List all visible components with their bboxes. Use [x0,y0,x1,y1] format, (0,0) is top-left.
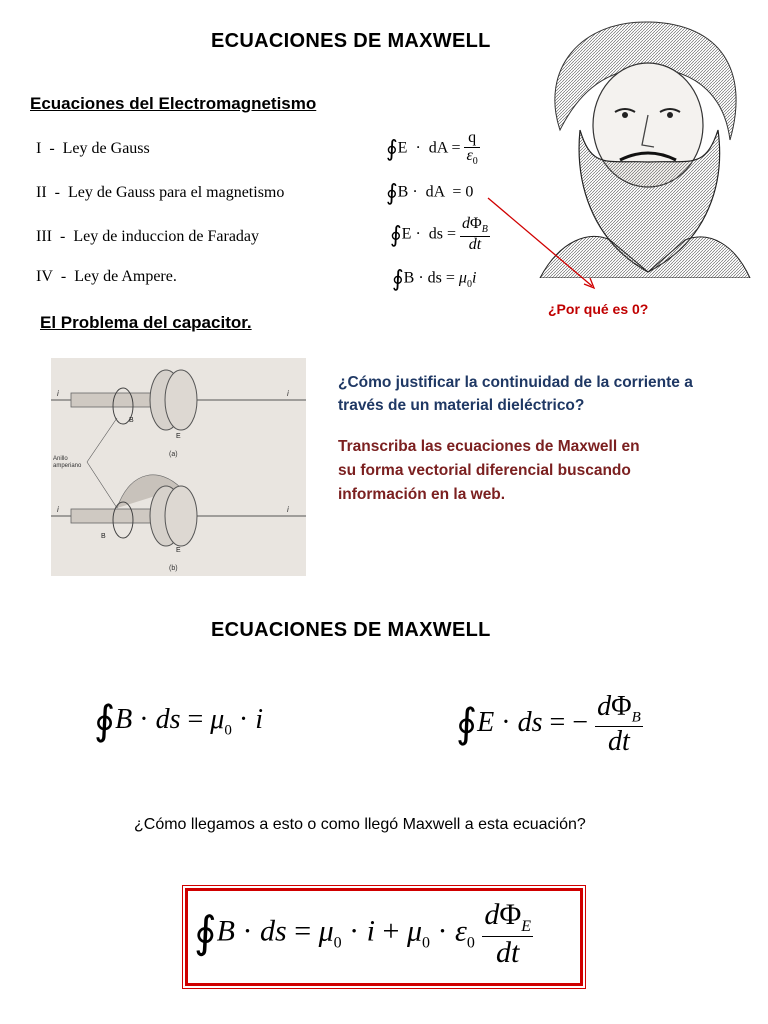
figure-current-label: i [287,505,289,514]
figure-label-b: (b) [169,565,178,572]
equation-ampere-maxwell: ∮B · ds = $\mu_0 \cdot i + \mu_0 \cdot \varepsilon_0$ $\frac{d\Phi_E}{dt}$ [194,898,532,969]
figure-e-label: E [176,433,181,440]
law-number: II [36,184,47,201]
figure-amperiano-label: amperiano [53,463,82,469]
law-name: Ley de induccion de Faraday [73,228,260,245]
figure-e-label: E [176,547,181,554]
figure-current-label: i [287,389,289,398]
figure-current-label: i [57,505,59,514]
figure-b-label: B [101,533,106,540]
law-2: II - Ley de Gauss para el magnetismo [36,184,285,201]
law-1: I - Ley de Gauss [36,140,150,157]
equation-gauss-magnetism: ∮B · dA = 0 [386,180,474,205]
law-4: IV - Ley de Ampere. [36,268,177,285]
figure-current-label: i [57,389,59,398]
capacitor-heading: El Problema del capacitor. [40,313,252,332]
ampere-maxwell-box [185,888,583,986]
figure-label-a: (a) [169,451,178,458]
equation-faraday-large: ∮E · ds = − $\frac{d\Phi_B}{dt}$ [456,691,641,758]
law-number: IV [36,268,53,285]
question-zero: ¿Por qué es 0? [548,301,649,317]
law-number: I [36,140,42,157]
section-title-bottom: ECUACIONES DE MAXWELL [211,619,491,641]
equation-faraday: ∮E · ds = $\frac{d\Phi_B}{dt}$ [390,215,488,253]
law-name: Ley de Gauss [62,140,150,157]
figure-b-label: B [129,417,134,424]
section-subtitle: Ecuaciones del Electromagnetismo [30,94,317,113]
law-3: III - Ley de induccion de Faraday [36,228,260,245]
capacitor-figure [51,358,306,576]
question-how: ¿Cómo llegamos a esto o como llegó Maxwell a esta ecuación? [134,816,586,833]
law-name: Ley de Gauss para el magnetismo [67,184,285,201]
arrow-icon [480,190,610,300]
continuity-question: ¿Cómo justificar la continuidad de la corriente a través de un material dieléctrico? [338,374,693,414]
task-text: Transcriba las ecuaciones de Maxwell en su forma vectorial diferencial buscando información en la web. [338,438,640,503]
figure-anillo-label: Anillo [53,456,68,462]
equation-ampere-large: ∮B · ds = $\mu_0 \cdot i$ [94,698,263,743]
equation-gauss: ∮E · dA = $\frac{q}{\varepsilon_0}$ [386,129,478,167]
equation-ampere: ∮B · ds = $\mu_0i$ [392,266,477,291]
law-name: Ley de Ampere. [74,268,177,285]
page-title: ECUACIONES DE MAXWELL [211,30,491,52]
law-number: III [36,228,52,245]
